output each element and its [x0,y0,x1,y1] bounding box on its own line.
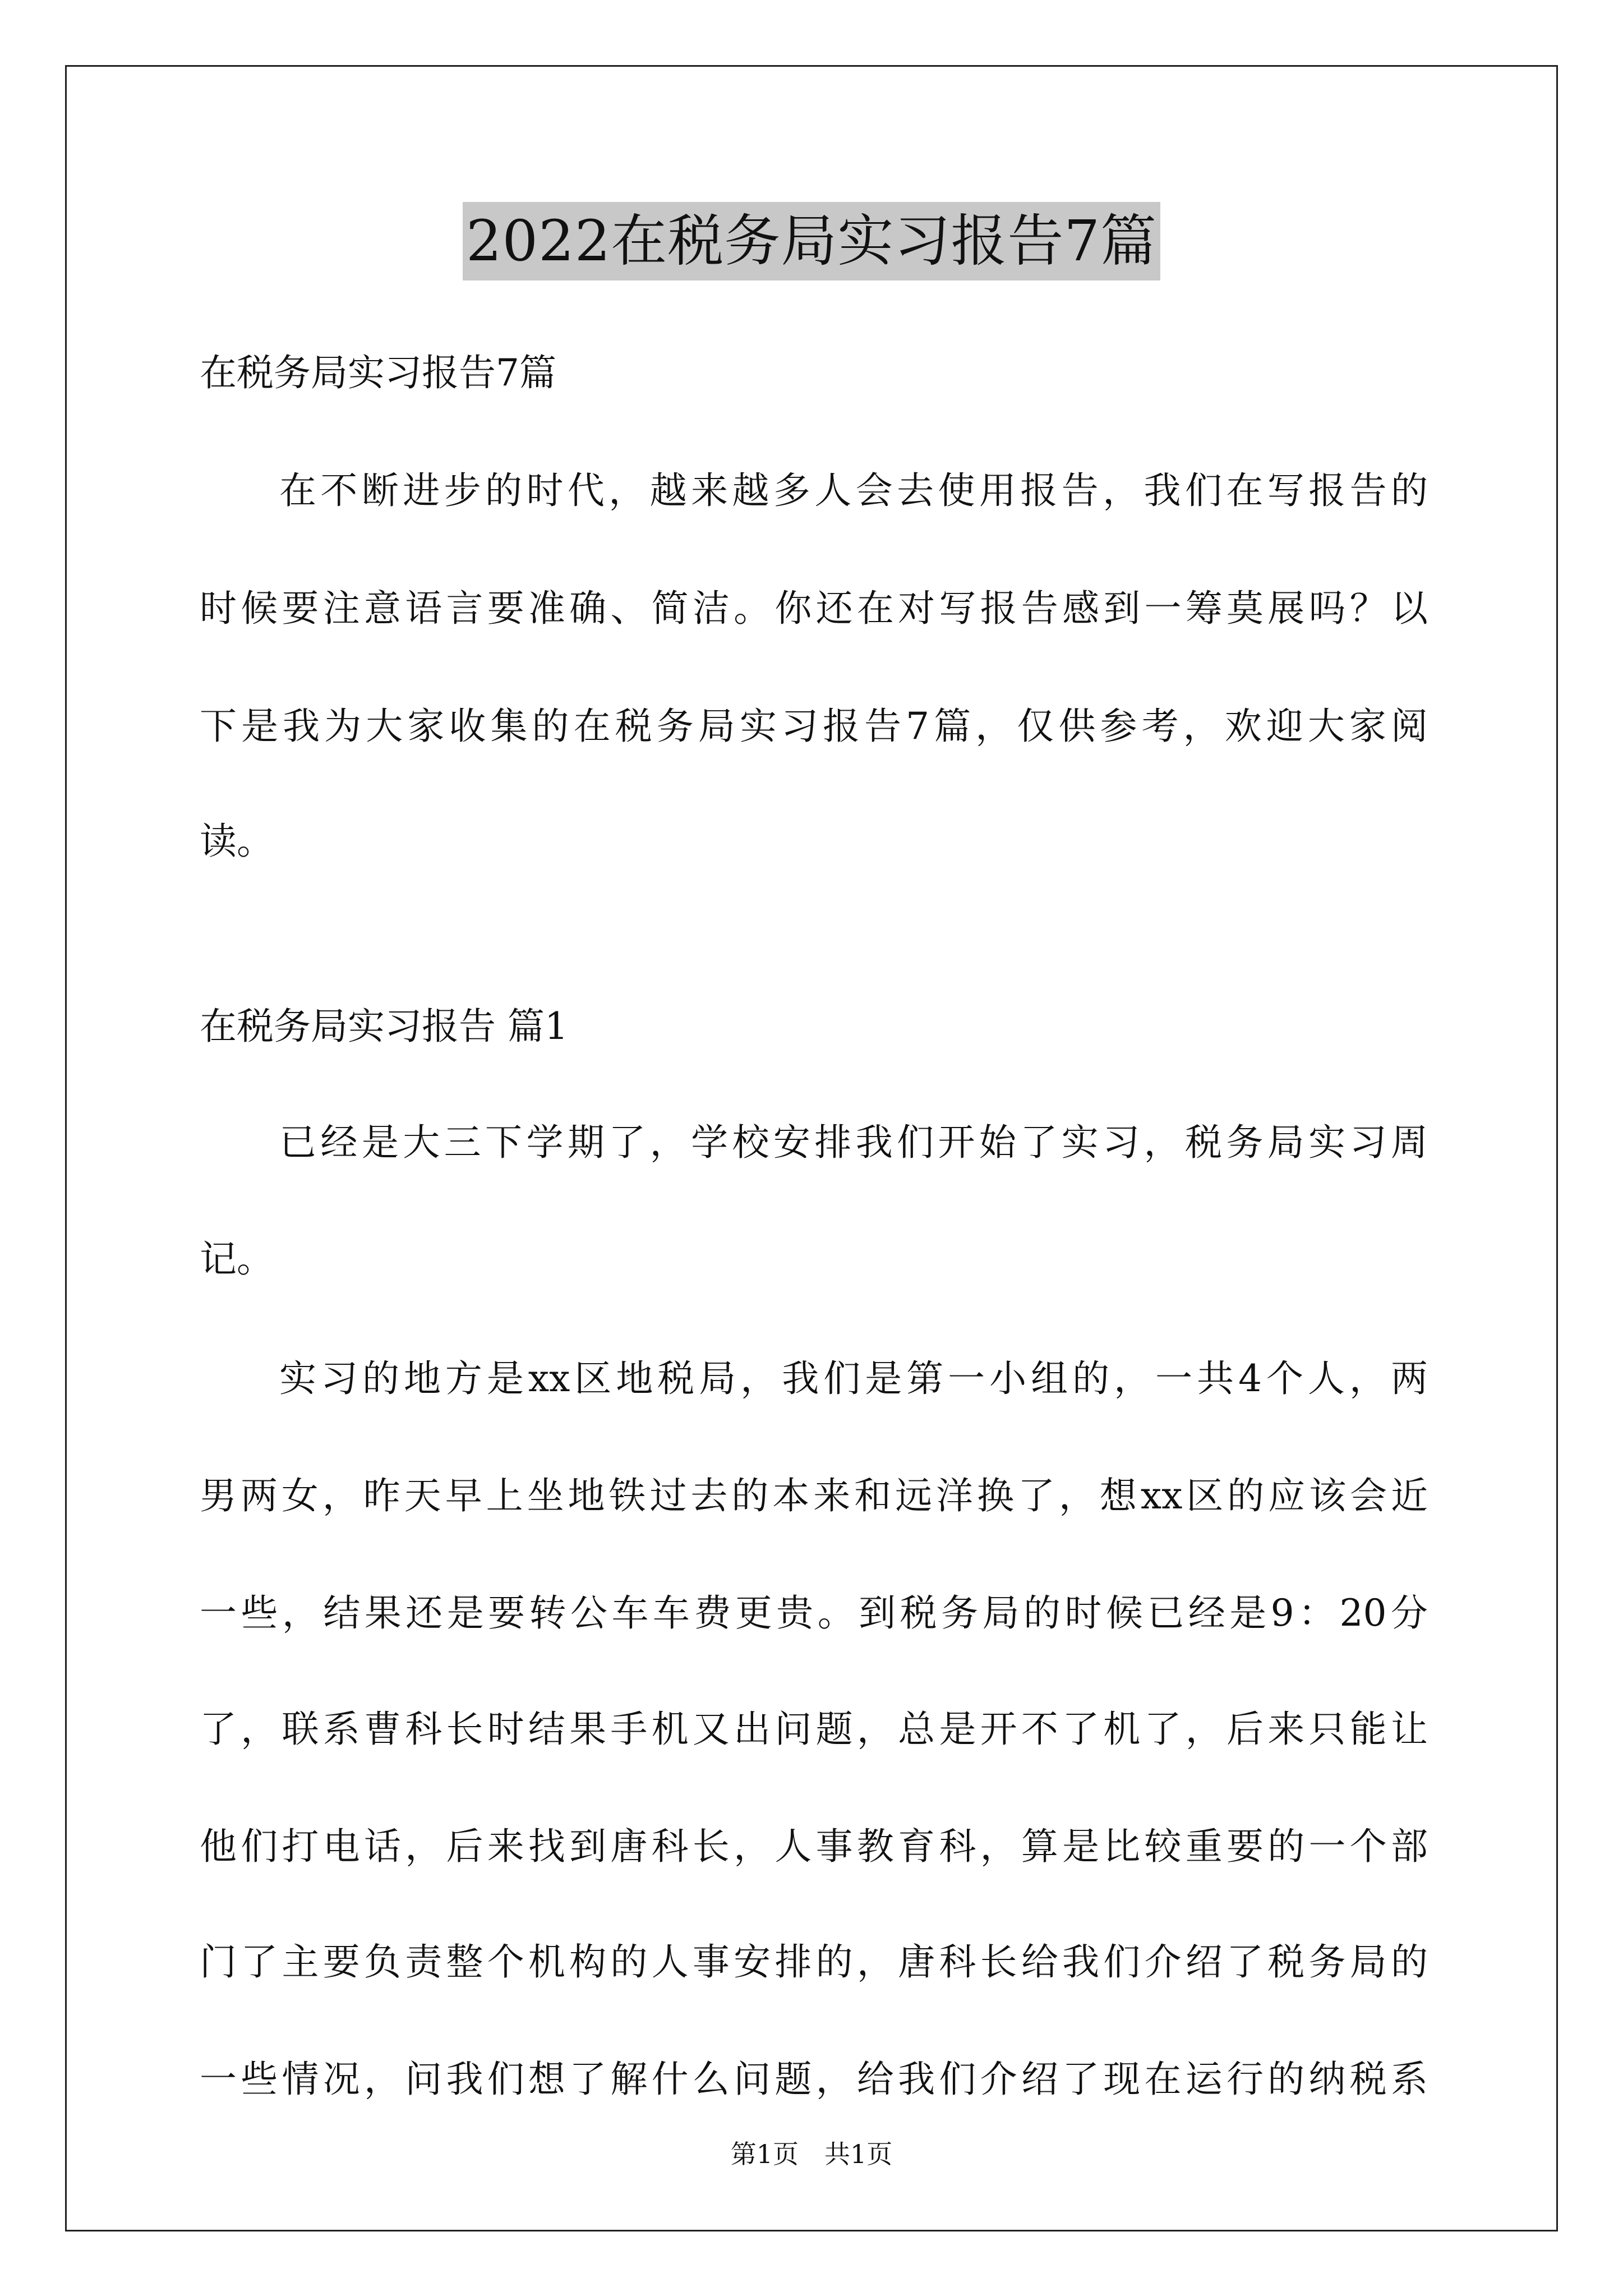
para2-line-1: 实习的地方是xx区地税局，我们是第一小组的，一共4个人，两 [279,1357,1428,1400]
para2-line-7: 一些情况，问我们想了解什么问题，给我们介绍了现在运行的纳税系 [200,2058,1428,2101]
title-container [0,202,1623,280]
intro-line-2: 时候要注意语言要准确、简洁。你还在对写报告感到一筹莫展吗？以 [200,587,1428,630]
document-subtitle: 在税务局实习报告7篇 [200,351,556,394]
para2-line-3: 一些，结果还是要转公车车费更贵。到税务局的时候已经是9：20分 [200,1591,1428,1635]
para2-line-6: 门了主要负责整个机构的人事安排的，唐科长给我们介绍了税务局的 [200,1940,1428,1984]
para1-line-2: 记。 [200,1237,274,1281]
section-heading: 在税务局实习报告 篇1 [200,1005,568,1048]
para2-line-5: 他们打电话，后来找到唐科长，人事教育科，算是比较重要的一个部 [200,1825,1428,1868]
page-footer: 第1页 共1页 [730,2139,893,2169]
para2-line-4: 了，联系曹科长时结果手机又出问题，总是开不了机了，后来只能让 [200,1708,1428,1751]
intro-line-4: 读。 [200,820,274,863]
intro-line-1: 在不断进步的时代，越来越多人会去使用报告，我们在写报告的 [279,469,1428,512]
document-title: 2022在税务局实习报告7篇 [463,202,1160,280]
para2-line-2: 男两女，昨天早上坐地铁过去的本来和远洋换了，想xx区的应该会近 [200,1474,1428,1517]
intro-line-3: 下是我为大家收集的在税务局实习报告7篇，仅供参考，欢迎大家阅 [200,705,1428,748]
para1-line-1: 已经是大三下学期了，学校安排我们开始了实习，税务局实习周 [279,1121,1428,1164]
